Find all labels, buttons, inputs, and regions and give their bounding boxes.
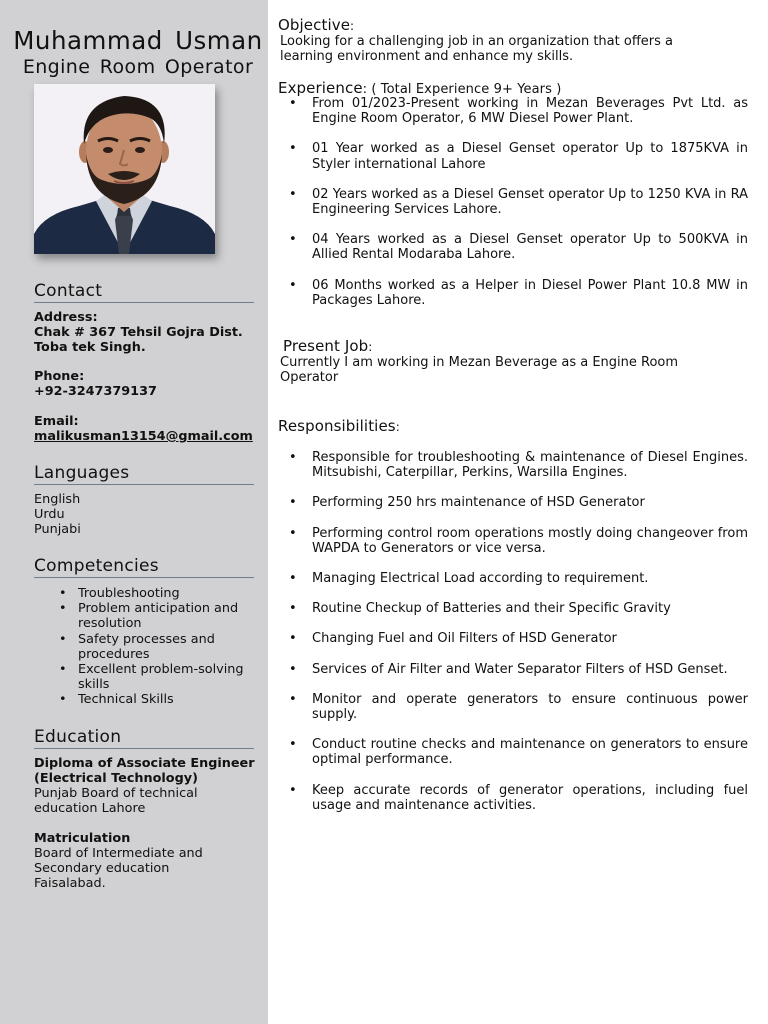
- experience-item: • 06 Months worked as a Helper in Diesel Power Plant 10.8 MW in Packages Lahore.: [278, 278, 748, 308]
- candidate-name: Muhammad Usman: [13, 26, 263, 55]
- phone-label: Phone:: [34, 369, 85, 384]
- degree2-title: Matriculation: [34, 831, 131, 846]
- experience-item: • 04 Years worked as a Diesel Genset operator Up to 500KVA in Allied Rental Modaraba Lahore.: [278, 232, 748, 262]
- experience-list: [278, 96, 748, 308]
- responsibilities-list: [278, 450, 748, 813]
- contact-heading: Contact: [34, 281, 254, 303]
- objective-heading: [278, 16, 354, 34]
- experience-heading: [278, 79, 561, 97]
- language-item: Urdu: [34, 507, 65, 522]
- responsibility-item: • Managing Electrical Load according to requirement.: [278, 571, 748, 586]
- phone-value: +92-3247379137: [34, 384, 157, 399]
- present-job-title: Present Job: [283, 337, 369, 355]
- profile-photo: [34, 84, 215, 254]
- responsibility-item: • Changing Fuel and Oil Filters of HSD Generator: [278, 631, 748, 646]
- responsibility-item: • Services of Air Filter and Water Separator Filters of HSD Genset.: [278, 662, 748, 677]
- responsibility-item: • Responsible for troubleshooting & maintenance of Diesel Engines. Mitsubishi, Caterpillar, Perkins, Warsilla Engines.: [278, 450, 748, 480]
- address-line1: Chak # 367 Tehsil Gojra Dist.: [34, 325, 243, 340]
- responsibility-item: • Monitor and operate generators to ensure continuous power supply.: [278, 692, 748, 722]
- address-label: Address:: [34, 310, 98, 325]
- objective-title: Objective: [278, 16, 351, 34]
- education-heading: Education: [34, 727, 254, 749]
- responsibility-item: • Keep accurate records of generator operations, including fuel usage and maintenance activities.: [278, 783, 748, 813]
- person-portrait-icon: [34, 84, 215, 254]
- language-item: Punjabi: [34, 522, 81, 537]
- competencies-heading: Competencies: [34, 556, 254, 578]
- competency-item: • Troubleshooting: [34, 586, 262, 601]
- degree1-board: Punjab Board of technical education Lahore: [34, 786, 198, 816]
- languages-heading: Languages: [34, 463, 254, 485]
- language-item: English: [34, 492, 81, 507]
- competencies-list: [34, 586, 262, 708]
- experience-item: • 01 Year worked as a Diesel Genset operator Up to 1875KVA in Styler international Lahore: [278, 141, 748, 171]
- candidate-role: Engine Room Operator: [22, 56, 254, 78]
- experience-item: • 02 Years worked as a Diesel Genset operator Up to 1250 KVA in RA Engineering Services Lahore.: [278, 187, 748, 217]
- objective-colon: :: [350, 19, 355, 33]
- experience-item: • From 01/2023-Present working in Mezan Beverages Pvt Ltd. as Engine Room Operator, 6 MW Diesel Power Plant.: [278, 96, 748, 126]
- degree2-board: Board of Intermediate and Secondary education Faisalabad.: [34, 846, 203, 891]
- objective-text: Looking for a challenging job in an organization that offers a learning environment and enhance my skills.: [280, 34, 673, 64]
- competency-item: • Technical Skills: [34, 692, 262, 707]
- responsibility-item: • Performing 250 hrs maintenance of HSD Generator: [278, 495, 748, 510]
- degree1-title: Diploma of Associate Engineer (Electrical Technology): [34, 756, 255, 786]
- address-line2: Toba tek Singh.: [34, 340, 146, 355]
- responsibility-item: • Conduct routine checks and maintenance on generators to ensure optimal performance.: [278, 737, 748, 767]
- responsibilities-colon: :: [395, 420, 400, 434]
- experience-title: Experience: [278, 79, 363, 97]
- email-label: Email:: [34, 414, 79, 429]
- experience-summary: : ( Total Experience 9+ Years ): [362, 82, 562, 97]
- responsibilities-title: Responsibilities: [278, 417, 396, 435]
- email-link[interactable]: malikusman13154@gmail.com: [34, 429, 253, 444]
- responsibilities-heading: [278, 417, 400, 435]
- competency-item: • Excellent problem-solving skills: [34, 662, 262, 692]
- competency-item: • Problem anticipation and resolution: [34, 601, 262, 631]
- responsibility-item: • Routine Checkup of Batteries and their Specific Gravity: [278, 601, 748, 616]
- present-job-heading: [283, 337, 372, 355]
- present-job-text: Currently I am working in Mezan Beverage as a Engine Room Operator: [280, 355, 679, 385]
- competency-item: • Safety processes and procedures: [34, 632, 262, 662]
- responsibility-item: • Performing control room operations mostly doing changeover from WAPDA to Generators or vice versa.: [278, 526, 748, 556]
- present-job-colon: :: [368, 340, 373, 354]
